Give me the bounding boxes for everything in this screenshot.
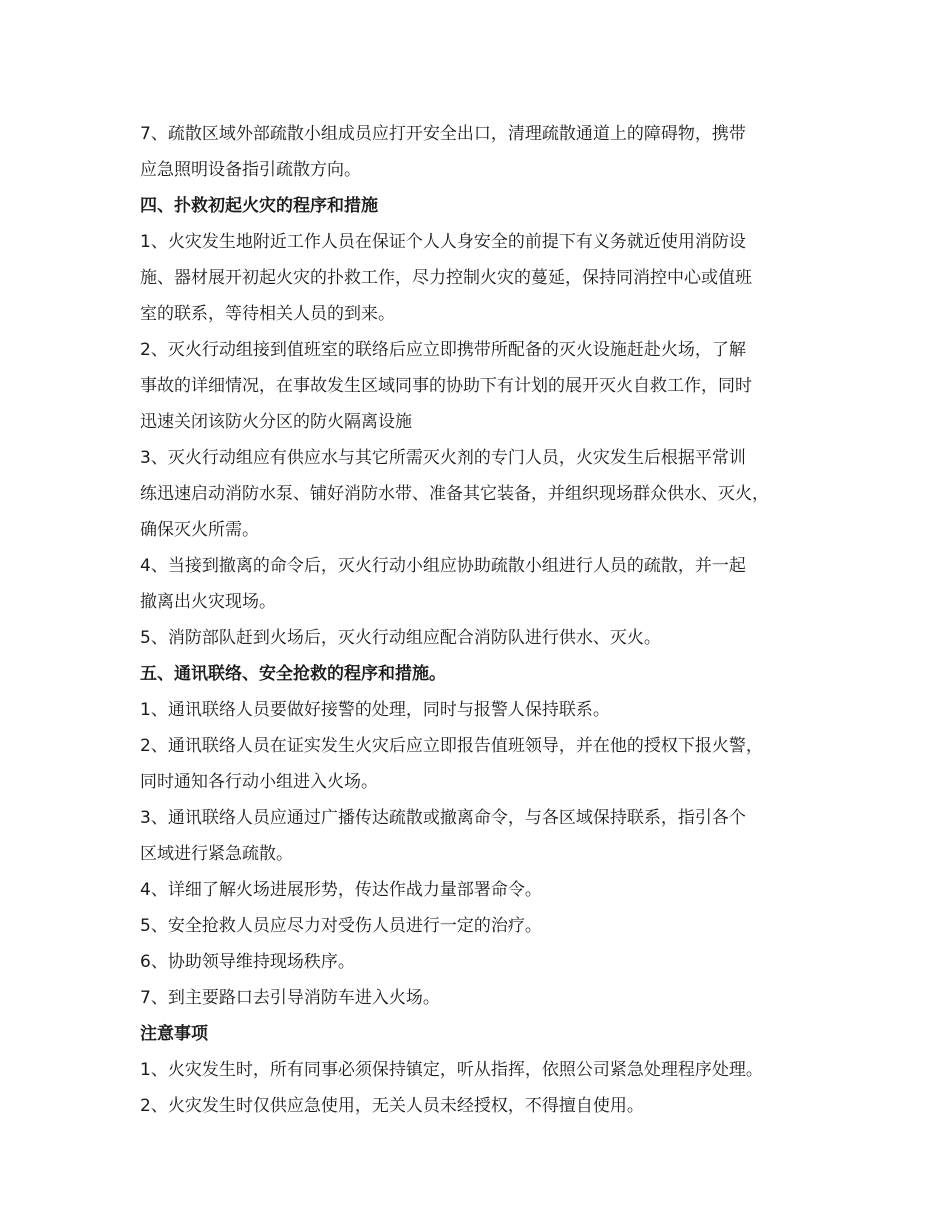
text-line: 撤离出火灾现场。 bbox=[140, 592, 276, 612]
text-line: 1、通讯联络人员要做好接警的处理，同时与报警人保持联系。 bbox=[140, 700, 610, 720]
text-line: 2、通讯联络人员在证实发生火灾后应立即报告值班领导，并在他的授权下报火警， bbox=[140, 736, 763, 756]
section-heading: 四、扑救初起火灾的程序和措施 bbox=[140, 196, 378, 216]
text-line: 4、当接到撤离的命令后，灭火行动小组应协助疏散小组进行人员的疏散，并一起 bbox=[140, 556, 746, 576]
text-line: 确保灭火所需。 bbox=[140, 520, 259, 540]
text-line: 事故的详细情况，在事故发生区域同事的协助下有计划的展开灭火自救工作，同时 bbox=[140, 376, 752, 396]
text-line: 同时通知各行动小组进入火场。 bbox=[140, 772, 378, 792]
text-line: 施、器材展开初起火灾的扑救工作，尽力控制火灾的蔓延，保持同消控中心或值班 bbox=[140, 268, 752, 288]
text-line: 3、灭火行动组应有供应水与其它所需灭火剂的专门人员，火灾发生后根据平常训 bbox=[140, 448, 746, 468]
text-line: 6、协助领导维持现场秩序。 bbox=[140, 952, 355, 972]
text-line: 2、火灾发生时仅供应急使用，无关人员未经授权，不得擅自使用。 bbox=[140, 1096, 644, 1116]
text-line: 区域进行紧急疏散。 bbox=[140, 844, 293, 864]
section-heading: 注意事项 bbox=[140, 1024, 208, 1044]
text-line: 2、灭火行动组接到值班室的联络后应立即携带所配备的灭火设施赶赴火场，了解 bbox=[140, 340, 746, 360]
section-heading: 五、通讯联络、安全抢救的程序和措施。 bbox=[140, 664, 446, 684]
text-line: 3、通讯联络人员应通过广播传达疏散或撤离命令，与各区域保持联系，指引各个 bbox=[140, 808, 746, 828]
text-line: 1、火灾发生时，所有同事必须保持镇定，听从指挥，依照公司紧急处理程序处理。 bbox=[140, 1060, 763, 1080]
text-line: 5、消防部队赶到火场后，灭火行动组应配合消防队进行供水、灭火。 bbox=[140, 628, 661, 648]
text-line: 室的联系，等待相关人员的到来。 bbox=[140, 304, 395, 324]
text-line: 7、到主要路口去引导消防车进入火场。 bbox=[140, 988, 440, 1008]
text-line: 7、疏散区域外部疏散小组成员应打开安全出口，清理疏散通道上的障碍物，携带 bbox=[140, 124, 746, 144]
document-body bbox=[140, 116, 830, 1124]
text-line: 5、安全抢救人员应尽力对受伤人员进行一定的治疗。 bbox=[140, 916, 542, 936]
text-line: 迅速关闭该防火分区的防火隔离设施 bbox=[140, 412, 412, 432]
text-line: 1、火灾发生地附近工作人员在保证个人人身安全的前提下有义务就近使用消防设 bbox=[140, 232, 746, 252]
text-line: 应急照明设备指引疏散方向。 bbox=[140, 160, 361, 180]
text-line: 4、详细了解火场进展形势，传达作战力量部署命令。 bbox=[140, 880, 542, 900]
text-line: 练迅速启动消防水泵、铺好消防水带、准备其它装备，并组织现场群众供水、灭火， bbox=[140, 484, 769, 504]
